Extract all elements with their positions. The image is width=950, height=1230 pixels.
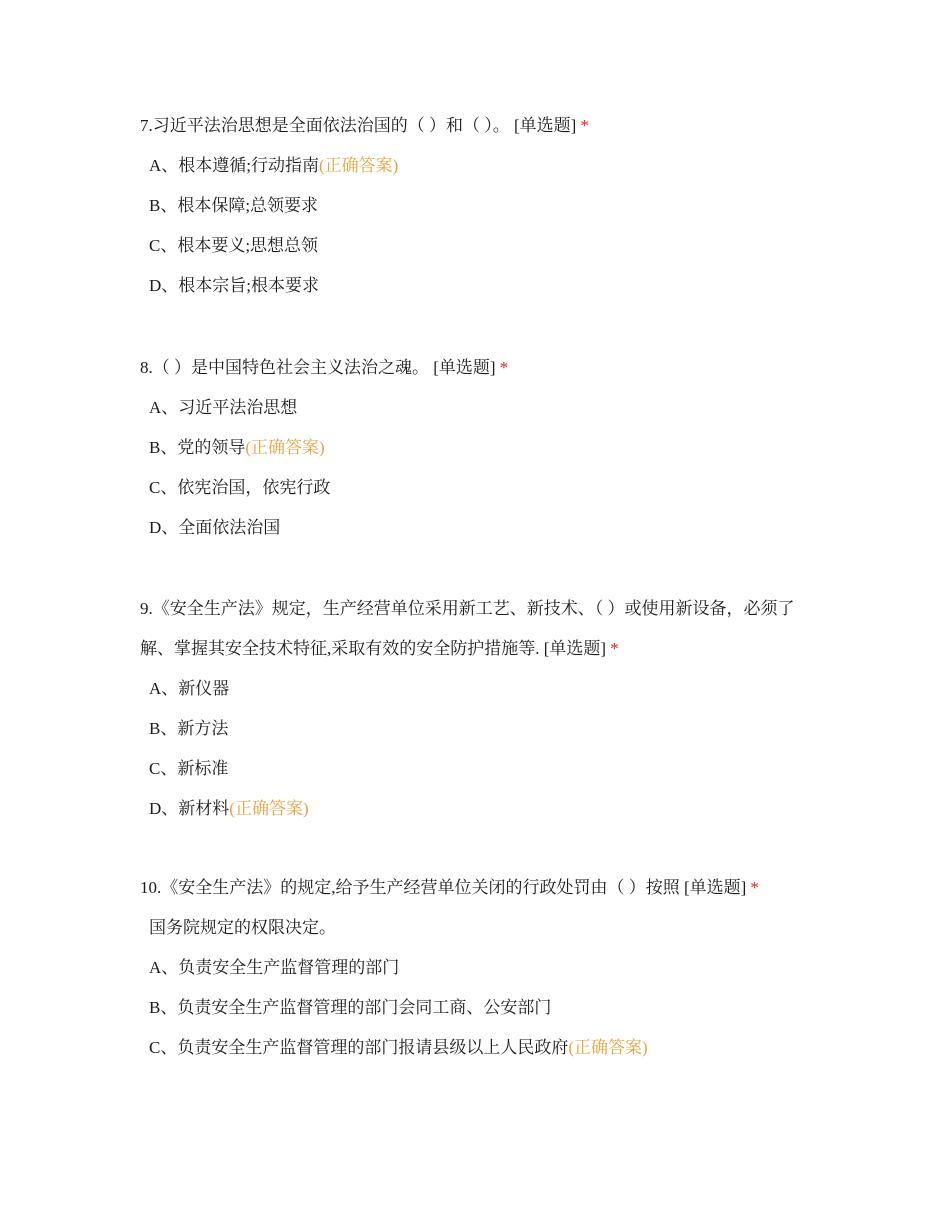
question-title: 9.《安全生产法》规定，生产经营单位采用新工艺、新技术、（ ）或使用新设备，必须了解、掌握其安全技术特征,采取有效的安全防护措施等. [单选题] * bbox=[140, 599, 795, 658]
question-7 bbox=[140, 106, 820, 306]
required-mark: * bbox=[750, 878, 759, 897]
option-c: C、依宪治国，依宪行政 bbox=[149, 478, 331, 497]
option-b: B、新方法 bbox=[149, 719, 229, 738]
option-d: D、全面依法治国 bbox=[149, 518, 281, 537]
option-c: C、根本要义;思想总领 bbox=[149, 236, 319, 255]
option-d: D、新材料(正确答案) bbox=[149, 799, 309, 818]
option-b: B、党的领导(正确答案) bbox=[149, 438, 325, 457]
question-9 bbox=[140, 589, 820, 829]
required-mark: * bbox=[499, 358, 509, 377]
option-a: A、习近平法治思想 bbox=[149, 398, 298, 417]
option-a: A、根本遵循;行动指南(正确答案) bbox=[149, 156, 399, 175]
option-b: B、根本保障;总领要求 bbox=[149, 196, 319, 215]
option-b: B、负责安全生产监督管理的部门会同工商、公安部门 bbox=[149, 998, 552, 1017]
correct-answer-label: (正确答案) bbox=[245, 438, 325, 457]
correct-answer-label: (正确答案) bbox=[319, 156, 399, 175]
question-8 bbox=[140, 348, 820, 548]
correct-answer-label: (正确答案) bbox=[229, 799, 309, 818]
required-mark: * bbox=[580, 116, 589, 135]
option-d: D、根本宗旨;根本要求 bbox=[149, 276, 319, 295]
question-title: 7.习近平法治思想是全面依法治国的（ ）和（ ）。 [单选题] * bbox=[140, 116, 589, 135]
question-note: 国务院规定的权限决定。 bbox=[149, 918, 336, 937]
option-c: C、新标准 bbox=[149, 759, 229, 778]
option-c: C、负责安全生产监督管理的部门报请县级以上人民政府(正确答案) bbox=[149, 1038, 648, 1057]
option-a: A、新仪器 bbox=[149, 679, 230, 698]
question-title: 10.《安全生产法》的规定,给予生产经营单位关闭的行政处罚由（ ）按照 [单选题] * bbox=[140, 878, 759, 897]
question-10 bbox=[140, 868, 820, 1068]
question-title: 8.（ ）是中国特色社会主义法治之魂。 [单选题] * bbox=[140, 358, 509, 377]
required-mark: * bbox=[610, 639, 619, 658]
correct-answer-label: (正确答案) bbox=[568, 1038, 648, 1057]
option-a: A、负责安全生产监督管理的部门 bbox=[149, 958, 400, 977]
